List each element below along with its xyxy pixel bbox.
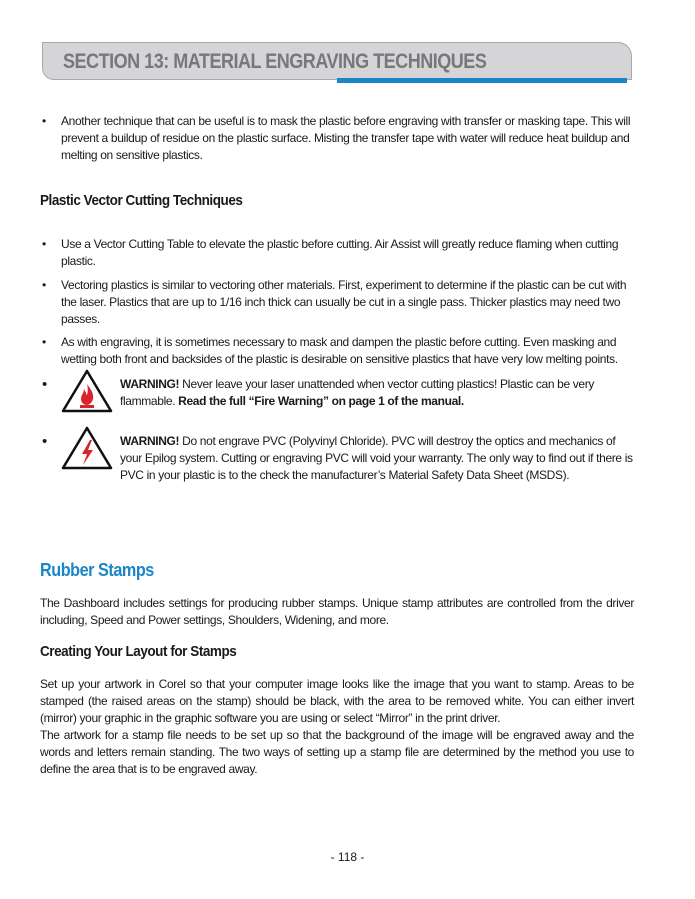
paragraph-text: The artwork for a stamp file needs to be set up so that the background of the image will be engraved away and the words and letters remain standing. The two ways of setting up a stamp file are determined by the method you use to define the area that is to be engraved away.: [40, 728, 634, 776]
fire-warning-icon: [61, 368, 113, 414]
section-header: [42, 42, 632, 80]
bullet: •: [42, 237, 46, 251]
warning-label: WARNING!: [120, 434, 180, 448]
electrical-hazard-icon: [61, 425, 113, 471]
bullet: •: [42, 278, 46, 292]
bullet: •: [42, 114, 46, 128]
bullet-text: Another technique that can be useful is to mask the plastic before engraving with transfer or masking tape. This will prevent a buildup of residue on the plastic surface. Misting the transfer tape with water will reduce heat buildup and melting on sensitive plastics.: [61, 114, 631, 162]
section-heading: Plastic Vector Cutting Techniques: [40, 192, 243, 209]
paragraph-text: Set up your artwork in Corel so that your computer image looks like the image that you want to stamp. Areas to be stamped (the raised areas on the stamp) should be black, with the area to be removed white. You can either invert (mirror) your graphic in the graphic software you are using or select “Mirror” in the print driver.: [40, 677, 634, 725]
paragraph: [40, 676, 634, 778]
header-accent-bar: [337, 78, 627, 83]
warning-text: Never leave your laser unattended when vector cutting plastics! Plastic can be very flammable.: [120, 377, 595, 408]
warning-reference: Read the full “Fire Warning” on page 1 of the manual.: [178, 394, 464, 408]
list-item: [40, 277, 634, 328]
list-item: [40, 334, 634, 368]
section-title: SECTION 13: MATERIAL ENGRAVING TECHNIQUES: [63, 50, 487, 73]
bullet-text: Vectoring plastics is similar to vectoring other materials. First, experiment to determine if the plastic can be cut with the laser. Plastics that are up to 1/16 inch thick can usually be cut in a single pass. Thicker plastics may need two passes.: [61, 278, 627, 326]
bullet-text: As with engraving, it is sometimes necessary to mask and dampen the plastic before cutting. Even masking and wetting both front and backsides of the plastic is desirable on sensitive plastics that have very low melting points.: [61, 335, 618, 366]
list-item: [40, 113, 634, 164]
warning-label: WARNING!: [120, 377, 180, 391]
page-number: - 118 -: [330, 850, 365, 864]
section-heading-rubber-stamps: Rubber Stamps: [40, 560, 154, 580]
bullet-text: Use a Vector Cutting Table to elevate the plastic before cutting. Air Assist will greatly reduce flaming when cutting plastic.: [61, 237, 619, 268]
subheading: Creating Your Layout for Stamps: [40, 643, 237, 660]
bullet: •: [42, 376, 47, 393]
warning-text: Do not engrave PVC (Polyvinyl Chloride). PVC will destroy the optics and mechanics of your Epilog system. Cutting or engraving PVC will void your warranty. The only way to find out if there is PVC in your plastic is to the check the manufacturer’s Material Safety Data Sheet (MSDS).: [120, 434, 633, 482]
bullet: •: [42, 335, 46, 349]
list-item: [40, 236, 634, 270]
pvc-warning: [40, 433, 634, 484]
bullet: •: [42, 433, 47, 450]
fire-warning: [40, 376, 634, 410]
paragraph: The Dashboard includes settings for producing rubber stamps. Unique stamp attributes are controlled from the driver including, Speed and Power settings, Shoulders, Widening, and more.: [40, 596, 634, 627]
